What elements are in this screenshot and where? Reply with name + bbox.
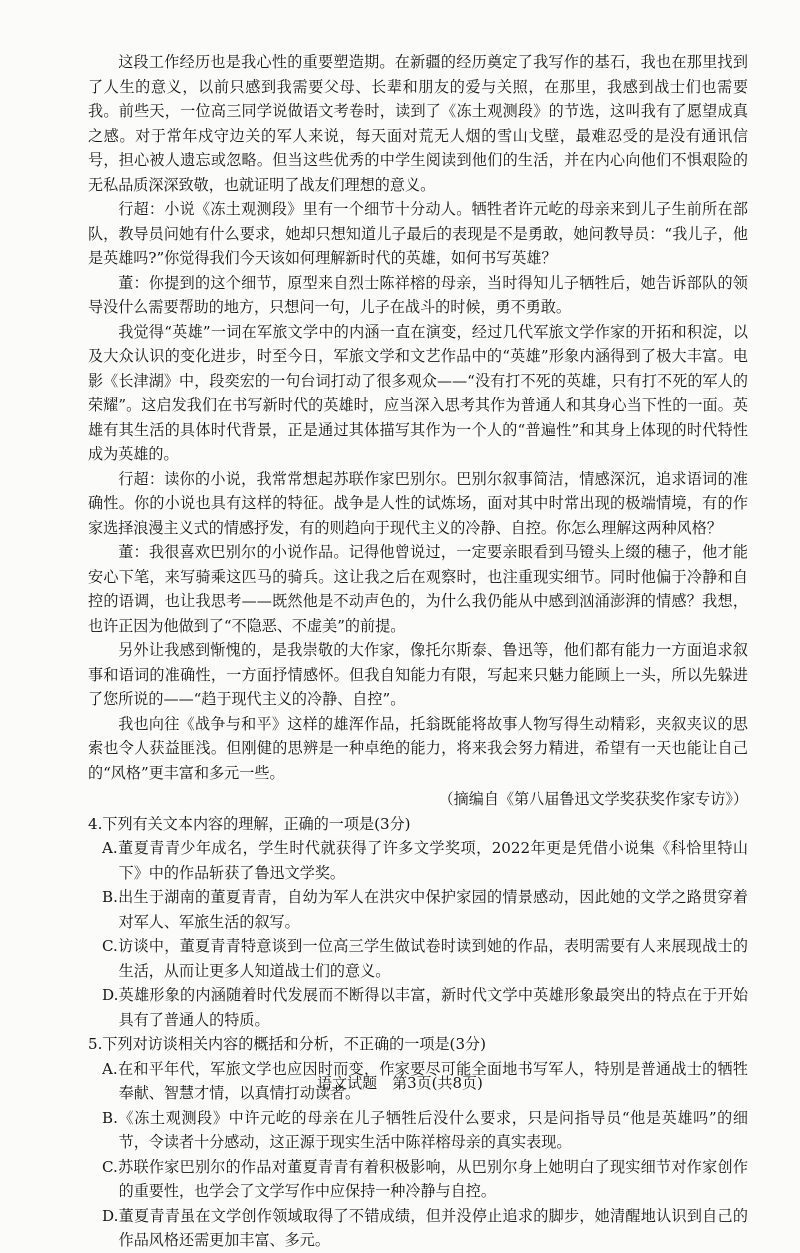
option-c: C.苏联作家巴别尔的作品对董夏青青有着积极影响，从巴别尔身上她明白了现实细节对作家创作的重要性，也学会了文学写作中应保持一种冷静与自控。 — [102, 1157, 748, 1200]
option-b: B.出生于湖南的董夏青青，自幼为军人在洪灾中保护家园的情景感动，因此她的文学之路贯穿着对军人、军旅生活的叙写。 — [102, 888, 748, 931]
question-4 — [88, 812, 748, 1033]
passage-paragraph-6: 董：我很喜欢巴别尔的小说作品。记得他曾说过，一定要亲眼看到马镫头上缀的穗子，他才能安心下笔，来写骑乘这匹马的骑兵。这让我之后在观察时，也注重现实细节。同时他偏于冷静和自控的语调，也让我思考——既然他是不动声色的，为什么我仍能从中感到汹涌澎湃的情感？我想，也许正因为他做到了“不隐恶、不虚美”的前提。 — [88, 543, 748, 635]
question-stem: 4.下列有关文本内容的理解，正确的一项是(3分) — [88, 814, 411, 833]
passage-paragraph-2: 行超：小说《冻土观测段》里有一个细节十分动人。牺牲者许元屹的母亲来到儿子生前所在部队，教导员问她有什么要求，她却只想知道儿子最后的表现是不是勇敢，她问教导员：“我儿子，他是英雄吗?”你觉得我们今天该如何理解新时代的英雄，如何书写英雄？ — [88, 200, 748, 267]
passage-paragraph-3: 董：你提到的这个细节，原型来自烈士陈祥榕的母亲，当时得知儿子牺牲后，她告诉部队的领导没什么需要帮助的地方，只想问一句，儿子在战斗的时候，勇不勇敢。 — [88, 273, 748, 316]
passage-paragraph-1: 这段工作经历也是我心性的重要塑造期。在新疆的经历奠定了我写作的基石，我也在那里找到了人生的意义，以前只感到我需要父母、长辈和朋友的爱与关照，在那里，我感到战士们也需要我。前些天，一位高三同学说做语文考卷时，读到了《冻土观测段》的节选，这叫我有了愿望成真之感。对于常年戍守边关的军人来说，每天面对荒无人烟的雪山戈壁，最难忍受的是没有通讯信号，担心被人遗忘或忽略。但当这些优秀的中学生阅读到他们的生活，并在内心向他们不惧艰险的无私品质深深致敬，也就证明了战友们理想的意义。 — [88, 53, 748, 194]
option-b: B.《冻土观测段》中许元屹的母亲在儿子牺牲后没什么要求，只是问指导员“他是英雄吗”的细节，令读者十分感动，这正源于现实生活中陈祥榕母亲的真实表现。 — [102, 1108, 748, 1151]
question-stem: 5.下列对访谈相关内容的概括和分析，不正确的一项是(3分) — [88, 1035, 487, 1053]
option-d: D.英雄形象的内涵随着时代发展而不断得以丰富，新时代文学中英雄形象最突出的特点在于开始具有了普通人的特质。 — [102, 986, 748, 1029]
question-5 — [88, 1032, 748, 1253]
passage-paragraph-7: 另外让我感到惭愧的，是我崇敬的大作家，像托尔斯泰、鲁迅等，他们都有能力一方面追求叙事和语词的准确性，一方面抒情感怀。但我自知能力有限，写起来只魅力能顾上一头，所以先躲进了您所说的——“趋于现代主义的冷静、自控”。 — [88, 641, 748, 708]
passage-paragraph-5: 行超：读你的小说，我常常想起苏联作家巴别尔。巴别尔叙事简洁，情感深沉，追求语词的准确性。你的小说也具有这样的特征。战争是人性的试炼场，面对其中时常出现的极端情境，有的作家选择浪漫主义式的情感抒发，有的则趋向于现代主义的冷静、自控。你怎么理解这两种风格？ — [88, 469, 748, 537]
option-d: D.董夏青青虽在文学创作领域取得了不错成绩，但并没停止追求的脚步，她清醒地认识到自己的作品风格还需更加丰富、多元。 — [102, 1206, 748, 1249]
option-a: A.在和平年代，军旅文学也应因时而变，作家要尽可能全面地书写军人，特别是普通战士的牺牲奉献、智慧才情，以真情打动读者。 — [102, 1059, 748, 1102]
passage-paragraph-8: 我也向往《战争与和平》这样的雄浑作品，托翁既能将故事人物写得生动精彩，夹叙夹议的思索也令人获益匪浅。但刚健的思辨是一种卓绝的能力，将来我会努力精进，希望有一天也能让自己的“风格”更丰富和多元一些。 — [88, 714, 748, 782]
page-footer: 语文试题 第3页(共8页) — [317, 1074, 483, 1092]
source-citation: （摘编自《第八届鲁迅文学奖获奖作家专访》） — [438, 790, 748, 808]
option-a: A.董夏青青少年成名，学生时代就获得了许多文学奖项，2022年更是凭借小说集《科恰里特山下》中的作品斩获了鲁迅文学奖。 — [102, 839, 748, 882]
option-c: C.访谈中，董夏青青特意谈到一位高三学生做试卷时读到她的作品，表明需要有人来展现战士的生活，从而让更多人知道战士们的意义。 — [102, 937, 748, 980]
passage-paragraph-4: 我觉得“英雄”一词在军旅文学中的内涵一直在演变，经过几代军旅文学作家的开拓和积淀，以及大众认识的变化进步，时至今日，军旅文学和文艺作品中的“英雄”形象内涵得到了极大丰富。电影《长津湖》中，段奕宏的一句台词打动了很多观众——“没有打不死的英雄，只有打不死的军人的荣耀”。这启发我们在书写新时代的英雄时，应当深入思考其作为普通人和其身心当下性的一面。英雄有其生活的具体时代背景，正是通过其体描写其作为一个人的“普遍性”和其身上体现的时代特性成为英雄的。 — [88, 322, 748, 463]
